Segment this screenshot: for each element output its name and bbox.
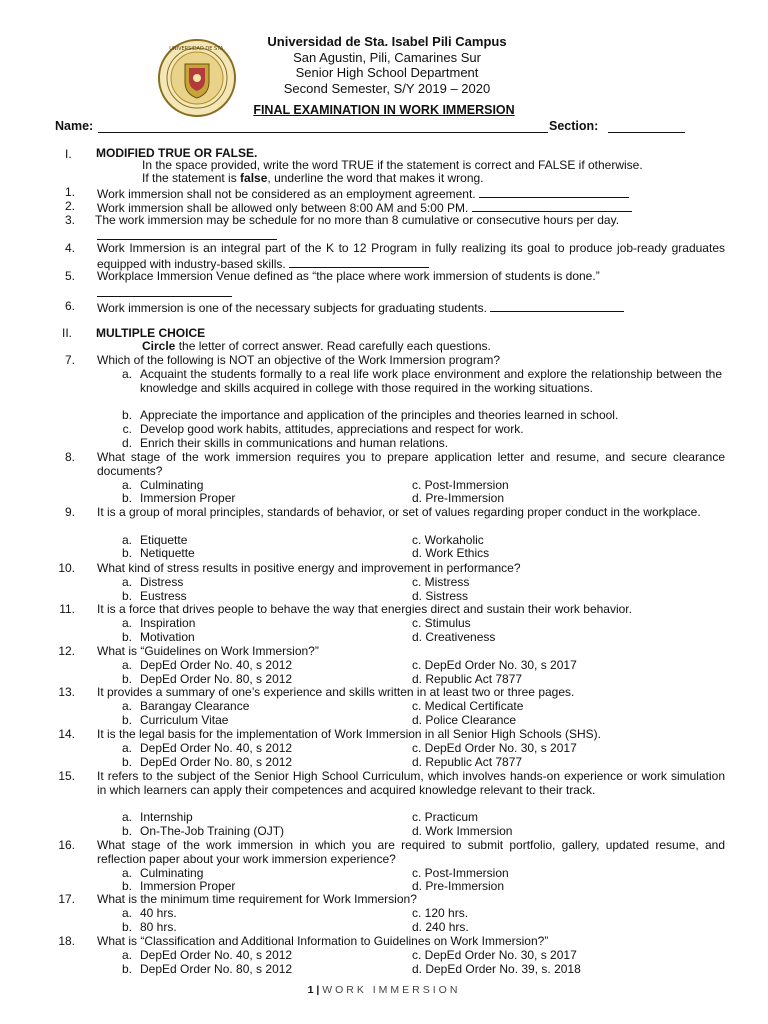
option-text: Netiquette — [140, 546, 195, 561]
footer-label: WORK IMMERSION — [322, 984, 461, 996]
option-text: d. Republic Act 7877 — [412, 754, 523, 769]
part1-instruction-1: In the space provided, write the word TRUE if the statement is correct and FALSE if otherwise. — [142, 158, 643, 172]
option-text: Inspiration — [140, 615, 196, 630]
option-letter: a. — [121, 905, 132, 920]
q11-option-d[interactable] — [412, 631, 712, 645]
option-letter: a. — [121, 698, 132, 713]
part2-instruction: Circle the letter of correct answer. Read carefully each questions. — [142, 339, 491, 353]
part1-instruction-2: If the statement is false, underline the word that makes it wrong. — [142, 171, 484, 185]
option-text: d. 240 hrs. — [412, 919, 469, 934]
q16-option-d[interactable] — [412, 880, 712, 894]
option-text: Etiquette — [140, 532, 188, 547]
option-letter: b. — [121, 824, 132, 839]
q15-option-c[interactable] — [412, 811, 712, 825]
option-text: c. Stimulus — [412, 615, 471, 630]
option-letter: a. — [121, 947, 132, 962]
page-number: 1 — [307, 984, 314, 996]
option-text: c. 120 hrs. — [412, 905, 469, 920]
answer-blank[interactable] — [97, 228, 277, 240]
answer-blank[interactable] — [472, 200, 632, 212]
option-text: DepEd Order No. 80, s 2012 — [140, 961, 293, 976]
option-letter: b. — [121, 491, 132, 506]
department: Senior High School Department — [295, 65, 479, 80]
option-letter: a. — [121, 477, 132, 492]
option-text: d. Work Ethics — [412, 546, 490, 561]
option-letter: a. — [121, 740, 132, 755]
part1-title: MODIFIED TRUE OR FALSE. — [96, 146, 258, 160]
option-letter: b. — [121, 961, 132, 976]
option-letter: a. — [121, 532, 132, 547]
answer-blank[interactable] — [479, 186, 629, 198]
option-text: On-The-Job Training (OJT) — [140, 824, 285, 839]
part2-title: MULTIPLE CHOICE — [96, 326, 206, 340]
option-text: d. Pre-Immersion — [412, 879, 505, 894]
option-letter: b. — [121, 588, 132, 603]
exam-page: UNIVERSIDAD DE STA. Universidad de Sta. Isabel Pili Campus San Agustin, Pili, Camarines Sur Senior High School Department Second Semester, S/Y 2019 – 2020 FINAL EXAMINATION IN WORK IMMERSION Name: Section: I. MODIFIED TRUE OR FALSE. In the space provided, write the word TRUE if the statement is correct and FALSE if otherwise. If the statement is false, underline the word that makes it wrong. 1. Work immersion shall not be considered as an employment agreement. 2. Work immersion shall be allowed only between 8:00 AM and 5:00 PM. 3. The work immersion may be schedule for no more than 8 cumulative or consecutive hours per day. 4. Work Immersion is an integral part of the K to 12 Program in fully realizing its goal to produce job-ready graduates equipped with industry-based skills. 5. Workplace Immersion Venue defined as “the place where work immersion of students is done.” 6. Work immersion is one of the necessary subjects for graduating students. II. MULTIPLE CHOICE Circle the letter of correct answer. Read carefully each questions. 7. Which of the following is NOT an objective of the Work Immersion program? a. Acquaint the students formally to a real life work place environment and explore the relationship between the knowledge and skills acquired in college with those required in the working situations. b. Appreciate the importance and application of the principles and theories learned in school. c. Develop good work habits, attitudes, appreciations and respect for work. d. Enrich their skills in communications and human relations. 8. What stage of the work immersion requires you to prepare application letter and resume, and secure clearance documents? a. Culminating b. Immersion Proper c. Post-Immersion d. Pre-Immersion 9. It is a group of moral principles, standards of behavior, or set of values regarding proper conduct in the workplace. a. Etiquette b. Netiquette c. Workaholic d. Work Ethics 10. What kind of stress results in positive energy and improvement in performance? a. Distress b. Eustress c. Mistress d. Sistress 11. It is a force that drives people to behave the way that energies direct and sustain their work behavior. a. Inspiration b. Motivation c. Stimulus d. Creativeness 12. What is “Guidelines on Work Immersion?” a. DepEd Order No. 40, s 2012 b. DepEd Order No. 80, s 2012 c. DepEd Order No. 30, s 2017 d. Republic Act 7877 13. It provides a summary of one’s experience and skills written in at least two or three pages. a. Barangay Clearance b. Curriculum Vitae c. Medical Certificate d. Police Clearance 14. It is the legal basis for the implementation of Work Immersion in all Senior High Schools (SHS). a. DepEd Order No. 40, s 2012 b. DepEd Order No. 80, s 2012 c. DepEd Order No. 30, s 2017 d. Republic Act 7877 15. It refers to the subject of the Senior High School Curriculum, which involves hands-on experience or work simulation in which learners can apply their competences and acquired knowledge relevant to their track. a. Internship b. On-The-Job Training (OJT) c. Practicum d. Work Immersion 16. What stage of the work immersion in which you are required to submit portfolio, gallery, updated resume, and reflection paper about your work immersion experience? a. Culminating b. Immersion Proper c. Post-Immersion d. Pre-Immersion 17. What is the minimum time requirement for Work Immersion? a. 40 hrs. b. 80 hrs. c. 120 hrs. d. 240 hrs. 18. What is “Classification and Additional Information to Guidelines on Work Immersion?” a. DepEd Order No. 40, s 2012 b. DepEd Order No. 80, s 2012 c. DepEd Order No. 30, s 2017 d. DepEd Order No. 39, s. 2018 1 | WORK IMMERSION — [0, 0, 768, 1024]
option-text: DepEd Order No. 40, s 2012 — [140, 740, 293, 755]
option-text: c. Post-Immersion — [412, 865, 509, 880]
option-text: DepEd Order No. 40, s 2012 — [140, 947, 293, 962]
option-text: d. DepEd Order No. 39, s. 2018 — [412, 961, 581, 976]
option-text: Culminating — [140, 477, 204, 492]
option-text: c. DepEd Order No. 30, s 2017 — [412, 740, 577, 755]
answer-blank[interactable] — [289, 256, 429, 268]
option-text: Distress — [140, 574, 184, 589]
page-footer: 1 | WORK IMMERSION — [307, 984, 461, 996]
name-label: Name: — [55, 119, 94, 133]
option-letter: a. — [121, 574, 132, 589]
q12-option-c[interactable] — [412, 659, 712, 673]
option-text: c. Medical Certificate — [412, 698, 524, 713]
option-letter: b. — [121, 712, 132, 727]
school-address: San Agustin, Pili, Camarines Sur — [293, 49, 481, 65]
section-field[interactable] — [608, 119, 685, 133]
q16-option-c[interactable] — [412, 867, 712, 881]
option-text: 40 hrs. — [140, 905, 177, 920]
q11-option-c[interactable] — [412, 617, 712, 631]
option-text: DepEd Order No. 80, s 2012 — [140, 754, 293, 769]
section-label: Section: — [549, 119, 599, 133]
option-text: Motivation — [140, 629, 195, 644]
semester: Second Semester, S/Y 2019 – 2020 — [283, 80, 491, 96]
option-text: d. Creativeness — [412, 629, 496, 644]
name-section-row — [55, 119, 725, 135]
option-letter: a. — [121, 657, 132, 672]
name-field[interactable] — [98, 119, 548, 133]
q10-option-c[interactable] — [412, 576, 712, 590]
q14-option-c[interactable] — [412, 742, 712, 756]
exam-title: FINAL EXAMINATION IN WORK IMMERSION — [253, 103, 515, 117]
option-text: c. Post-Immersion — [412, 477, 509, 492]
option-text: c. DepEd Order No. 30, s 2017 — [412, 657, 577, 672]
option-text: c. DepEd Order No. 30, s 2017 — [412, 947, 577, 962]
q8-option-c[interactable] — [412, 479, 712, 493]
option-letter: b. — [121, 671, 132, 686]
q9-option-c[interactable] — [412, 534, 712, 548]
option-text: Curriculum Vitae — [140, 712, 229, 727]
option-text: d. Republic Act 7877 — [412, 671, 523, 686]
option-text: c. Mistress — [412, 574, 470, 589]
school-header — [200, 34, 574, 96]
q15-option-d[interactable] — [412, 825, 712, 839]
q8-option-d[interactable] — [412, 492, 712, 506]
answer-blank[interactable] — [97, 285, 232, 297]
option-text: Immersion Proper — [140, 879, 236, 894]
school-name: Universidad de Sta. Isabel Pili Campus — [267, 34, 507, 49]
option-text: d. Police Clearance — [412, 712, 517, 727]
q13-option-c[interactable] — [412, 700, 712, 714]
q9-option-d[interactable] — [412, 547, 712, 561]
svg-text:UNIVERSIDAD DE STA.: UNIVERSIDAD DE STA. — [169, 46, 225, 52]
option-text: c. Workaholic — [412, 532, 484, 547]
part2-numeral: II. — [62, 326, 73, 340]
option-letter: b. — [121, 754, 132, 769]
option-text: d. Sistress — [412, 588, 469, 603]
option-letter: a. — [121, 865, 132, 880]
option-letter: a. — [121, 615, 132, 630]
option-text: Culminating — [140, 865, 204, 880]
q13-option-d[interactable] — [412, 714, 712, 728]
option-letter: b. — [121, 919, 132, 934]
q18-option-c[interactable] — [412, 949, 712, 963]
option-text: DepEd Order No. 40, s 2012 — [140, 657, 293, 672]
q18-option-d[interactable] — [412, 963, 712, 977]
q17-option-d[interactable] — [412, 921, 712, 935]
option-text: Immersion Proper — [140, 491, 236, 506]
option-letter: b. — [121, 879, 132, 894]
part1-numeral: I. — [65, 147, 72, 161]
option-letter: a. — [121, 810, 132, 825]
option-letter: b. — [121, 629, 132, 644]
option-text: d. Work Immersion — [412, 824, 513, 839]
option-text: 80 hrs. — [140, 919, 177, 934]
option-text: Eustress — [140, 588, 187, 603]
q17-option-c[interactable] — [412, 907, 712, 921]
option-text: Barangay Clearance — [140, 698, 250, 713]
q14-option-d[interactable] — [412, 756, 712, 770]
option-text: d. Pre-Immersion — [412, 491, 505, 506]
option-text: DepEd Order No. 80, s 2012 — [140, 671, 293, 686]
answer-blank[interactable] — [490, 300, 624, 312]
option-letter: b. — [121, 546, 132, 561]
option-text: c. Practicum — [412, 810, 479, 825]
option-text: Internship — [140, 810, 193, 825]
